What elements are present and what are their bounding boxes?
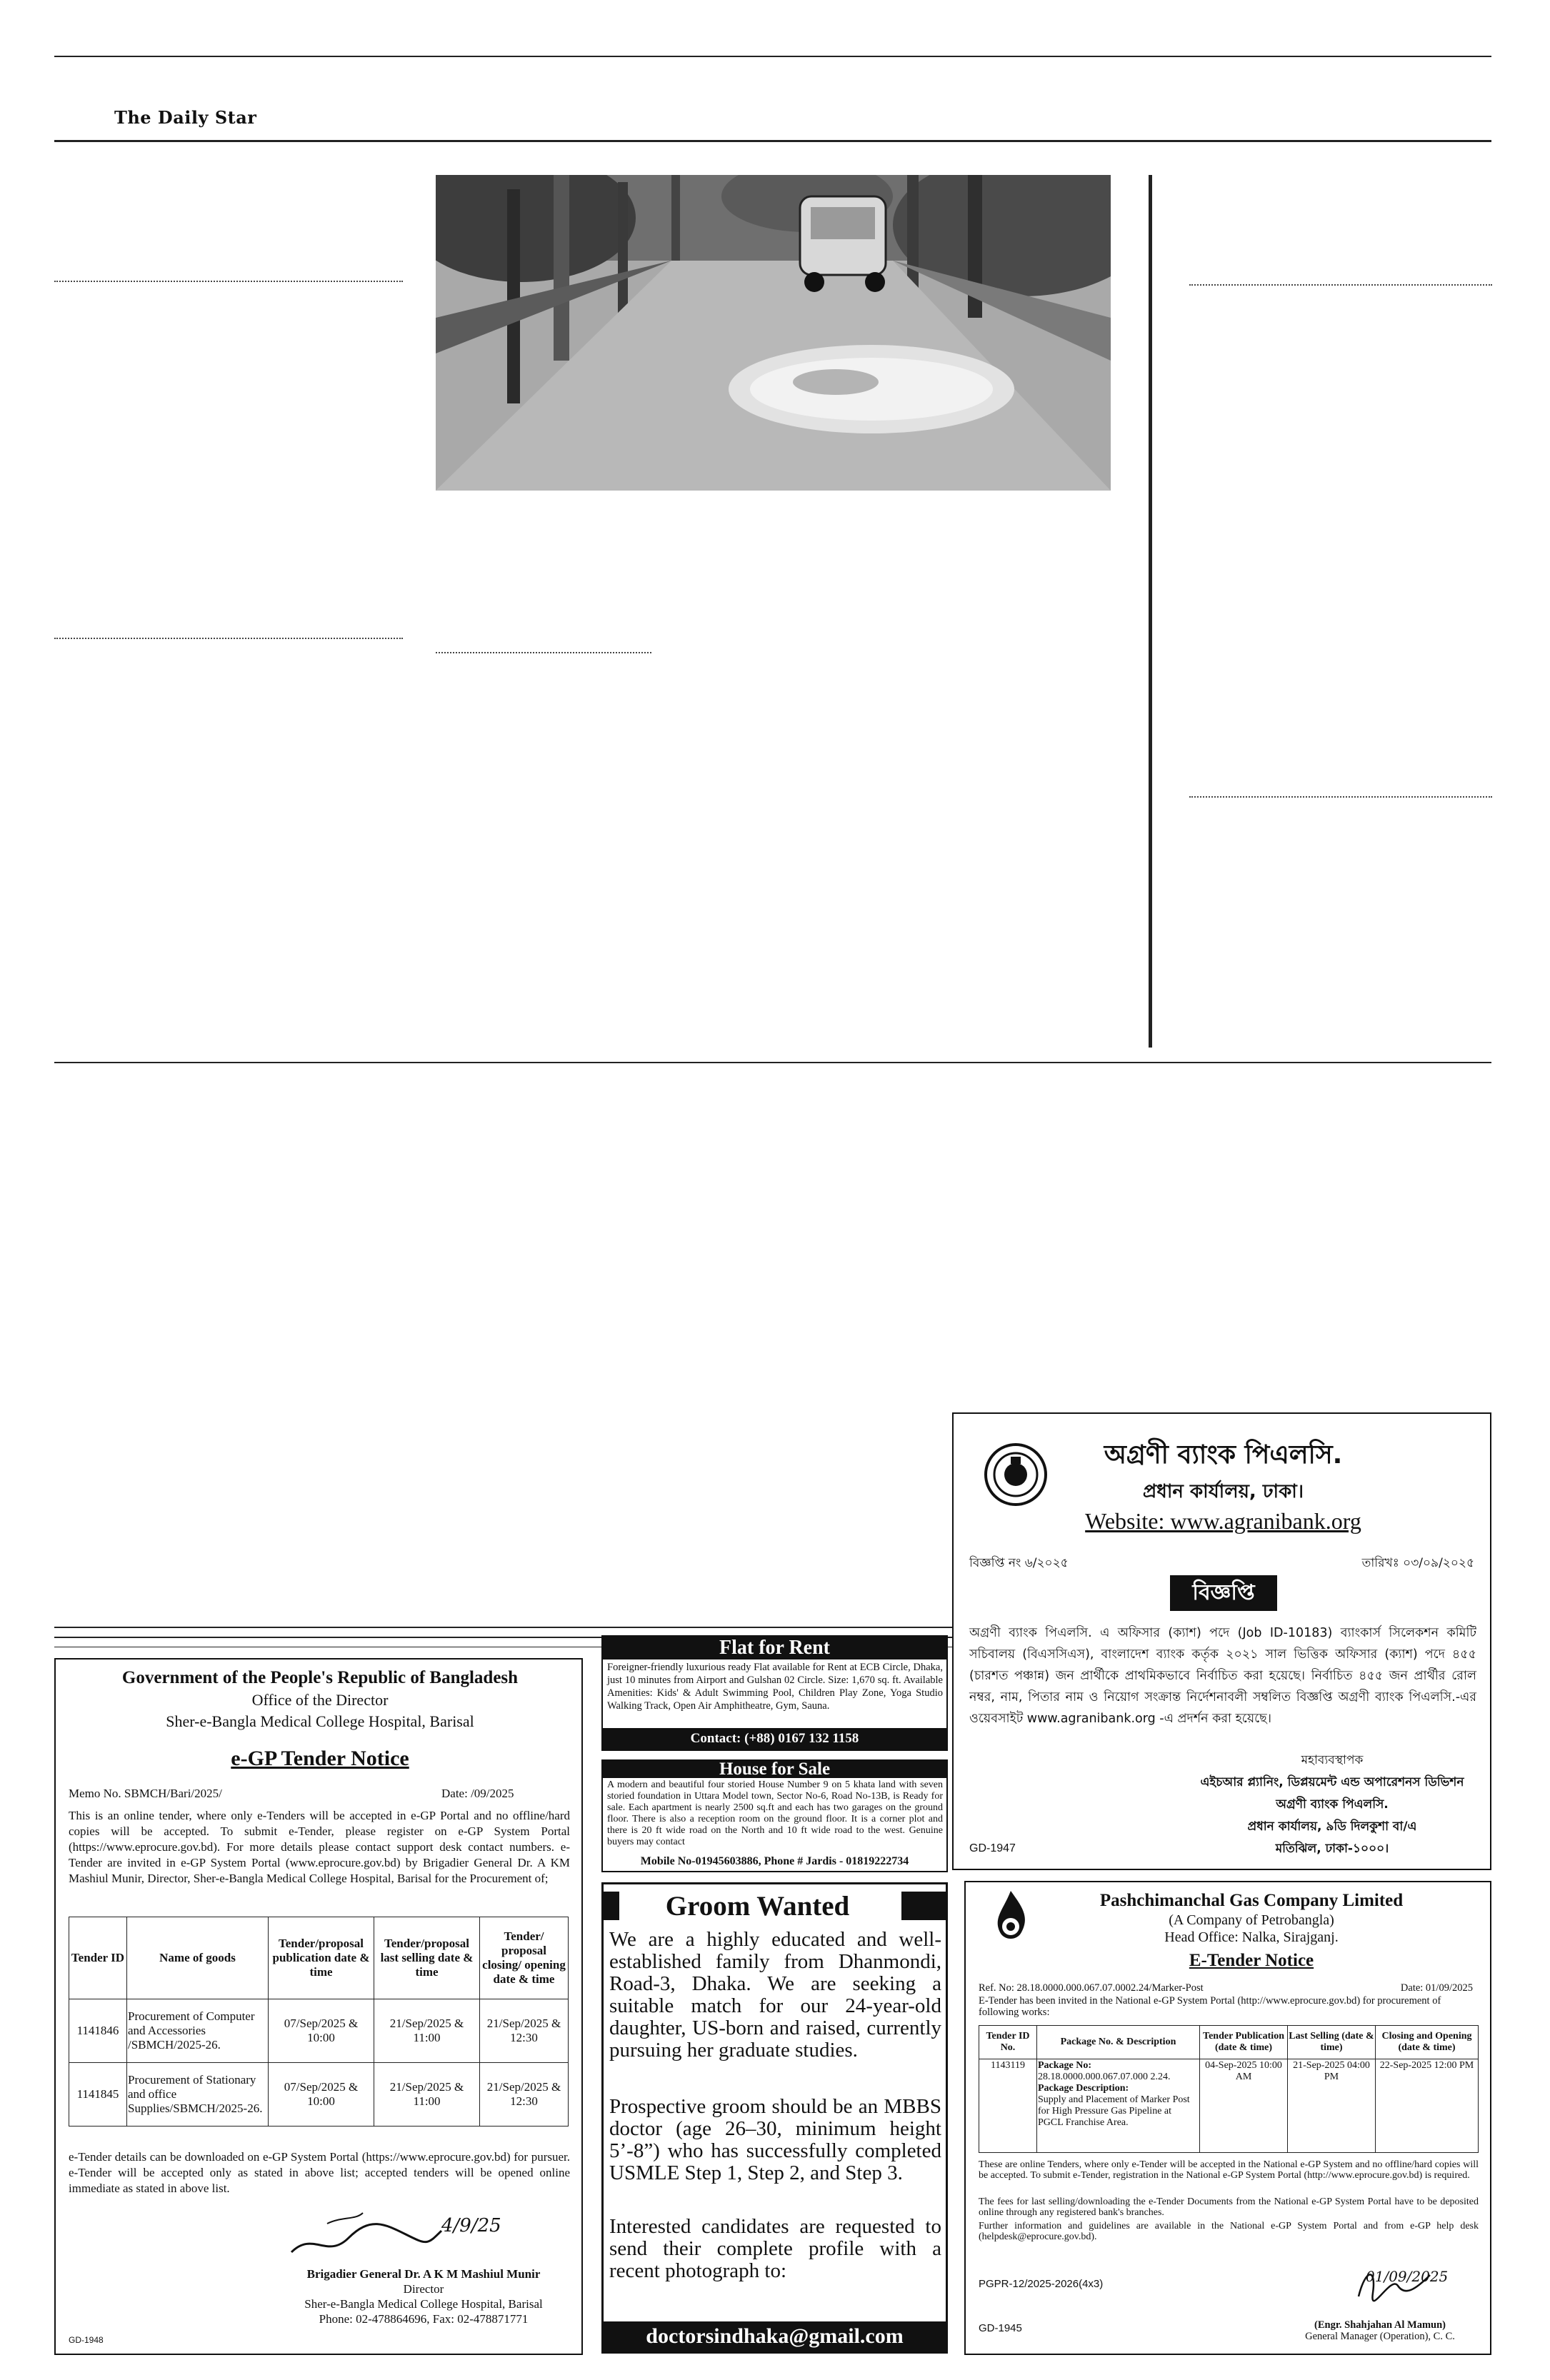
pgcl-note3: Further information and guidelines are available in the National e-GP System Portal and from e-GP help desk (helpdesk@eprocure.gov.bd).	[979, 2221, 1479, 2242]
cell-pub: 07/Sep/2025 & 10:00	[269, 1999, 374, 2063]
cell-pub: 07/Sep/2025 & 10:00	[269, 2063, 374, 2127]
pgcl-title: E-Tender Notice	[1189, 1951, 1314, 1970]
pgcl-cell-id: 1143119	[979, 2059, 1037, 2153]
sbmch-memo: Memo No. SBMCH/Bari/2025/	[69, 1787, 222, 1800]
pgcl-note2: The fees for last selling/downloading the e-Tender Documents from the National e-GP System Portal have to be deposited online through any registered bank's branches.	[979, 2196, 1479, 2218]
pgcl-sign-title: General Manager (Operation), C. C.	[1305, 2331, 1455, 2342]
sbmch-header1: Government of the People's Republic of Bangladesh	[121, 1668, 519, 1687]
cell-last: 21/Sep/2025 & 11:00	[374, 2063, 480, 2127]
pgcl-date: Date: 01/09/2025	[1400, 1982, 1473, 1994]
groom-title-bar-left	[604, 1892, 619, 1920]
pgcl-sub1: (A Company of Petrobangla)	[1169, 1912, 1334, 1928]
sbmch-sign-block	[270, 2266, 577, 2326]
cell-id: 1141846	[69, 1999, 127, 2063]
groom-paragraph-3: Interested candidates are requested to send their complete profile with a recent photograph to:	[609, 2215, 941, 2282]
masthead: The Daily Star	[114, 107, 257, 128]
cell-goods: Procurement of Computer and Accessories /SBMCH/2025-26.	[127, 1999, 269, 2063]
agrani-sign-address: মতিঝিল, ঢাকা-১০০০।	[1275, 1842, 1389, 1856]
sbmch-date: Date: /09/2025	[441, 1787, 514, 1800]
sbmch-header3: Sher-e-Bangla Medical College Hospital, Barisal	[166, 1712, 474, 1730]
sbmch-tender-table	[69, 1917, 569, 2127]
pgcl-note1: These are online Tenders, where only e-Tender will be accepted in the National e-GP System and no offline/hard copies will be accepted. To submit e-Tender, registration in the National e-GP System Portal (http://www.eprocure.gov.bd) is required.	[979, 2159, 1479, 2181]
cell-close: 21/Sep/2025 & 12:30	[480, 2063, 569, 2127]
lower-rule-1	[54, 1627, 952, 1628]
pgcl-cell-close: 22-Sep-2025 12:00 PM	[1376, 2059, 1479, 2153]
sbmch-signature-date: 4/9/25	[441, 2215, 501, 2236]
column-rule	[1149, 175, 1152, 1048]
table-row	[69, 1999, 569, 2063]
pgcl-code: GD-1945	[979, 2322, 1022, 2334]
flat-title: Flat for Rent	[603, 1637, 946, 1660]
pgcl-cell-last: 21-Sep-2025 04:00 PM	[1288, 2059, 1376, 2153]
pgcl-col-publication: Tender Publication (date & time)	[1200, 2026, 1288, 2059]
right-col-divider-2	[1189, 796, 1492, 798]
cell-close: 21/Sep/2025 & 12:30	[480, 1999, 569, 2063]
groom-title: Groom Wanted	[665, 1891, 850, 1922]
sbmch-sign-phone: Phone: 02-478864696, Fax: 02-478871771	[319, 2312, 529, 2326]
agrani-notice-heading: বিজ্ঞপ্তি	[1170, 1575, 1277, 1611]
col-name-goods: Name of goods	[127, 1917, 269, 1999]
table-row	[979, 2059, 1479, 2153]
sbmch-sign-title: Director	[403, 2282, 444, 2296]
road-photo	[436, 175, 1111, 491]
sbmch-tender-notice	[54, 1658, 583, 2355]
cell-goods: Procurement of Stationary and office Supplies/SBMCH/2025-26.	[127, 2063, 269, 2127]
center-col-divider	[436, 652, 651, 653]
groom-title-bar-right	[901, 1892, 946, 1920]
agrani-date: তারিখঃ ০৩/০৯/২০২৫	[1361, 1556, 1474, 1570]
house-for-sale-ad	[601, 1759, 948, 1872]
flat-contact: Contact: (+88) 0167 132 1158	[603, 1728, 946, 1749]
agrani-website: Website: www.agranibank.org	[1085, 1508, 1361, 1534]
agrani-office: প্রধান কার্যালয়, ঢাকা।	[1142, 1481, 1304, 1502]
pgcl-intro: E-Tender has been invited in the National e-GP System Portal (http://www.eprocure.gov.bd) for procurement of following works:	[979, 1995, 1441, 2018]
groom-wanted-ad	[601, 1882, 948, 2354]
table-header-row	[69, 1917, 569, 1999]
col-closing: Tender/ proposal closing/ opening date & time	[480, 1917, 569, 1999]
sbmch-footer: e-Tender details can be downloaded on e-GP System Portal (https://www.eprocure.gov.bd) for pursuer. e-Tender will be accepted only as stated in above list; accepted tenders will be opened online immediate as stated in above list.	[69, 2150, 570, 2195]
pgcl-signature-date: 01/09/2025	[1366, 2268, 1449, 2285]
agrani-bank-notice	[952, 1412, 1491, 1870]
table-header-row	[979, 2026, 1479, 2059]
sbmch-title: e-GP Tender Notice	[231, 1747, 409, 1770]
masthead-rule	[54, 140, 1491, 142]
cell-last: 21/Sep/2025 & 11:00	[374, 1999, 480, 2063]
pgcl-cell-pub: 04-Sep-2025 10:00 AM	[1200, 2059, 1288, 2153]
col-last-selling: Tender/proposal last selling date & time	[374, 1917, 480, 1999]
agrani-signature-block	[1189, 1749, 1475, 1860]
agrani-name: অগ্রণী ব্যাংক পিএলসি.	[1104, 1440, 1343, 1470]
pgcl-name: Pashchimanchal Gas Company Limited	[1099, 1891, 1404, 1910]
table-row	[69, 2063, 569, 2127]
mid-rule	[54, 1062, 1491, 1063]
sbmch-sign-org: Sher-e-Bangla Medical College Hospital, Barisal	[304, 2297, 543, 2311]
agrani-sign-office: প্রধান কার্যালয়, ৯ডি দিলকুশা বা/এ	[1247, 1819, 1417, 1834]
agrani-code: GD-1947	[969, 1842, 1016, 1854]
pgcl-pkg-no: 28.18.0000.000.067.07.000 2.24.	[1038, 2072, 1171, 2082]
agrani-ref: বিজ্ঞপ্তি নং ৬/২০২৫	[969, 1556, 1069, 1570]
cell-id: 1141845	[69, 2063, 127, 2127]
sbmch-code: GD-1948	[69, 2335, 104, 2345]
pgcl-tender-notice	[964, 1881, 1491, 2355]
pgcl-col-closing: Closing and Opening (date & time)	[1376, 2026, 1479, 2059]
agrani-sign-bank: অগ্রণী ব্যাংক পিএলসি.	[1276, 1797, 1389, 1812]
pgcl-sign-name: (Engr. Shahjahan Al Mamun)	[1314, 2319, 1446, 2331]
left-col-divider-2	[54, 638, 403, 639]
col-tender-id: Tender ID	[69, 1917, 127, 1999]
flat-body: Foreigner-friendly luxurious ready Flat available for Rent at ECB Circle, Dhaka, just 10 minutes from Airport and Gulshan 02 Circle. Size: 1,670 sq. ft. Available Amenities: Kids' & Adult Swimming Pool, Children Play Zone, Yoga Studio Walking Track, Open Air Amphitheatre, Gym, Sauna.	[607, 1662, 943, 1712]
pgcl-desc-label: Package Description:	[1038, 2083, 1129, 2094]
pgcl-pkg-label: Package No:	[1038, 2060, 1092, 2071]
groom-paragraph-2: Prospective groom should be an MBBS doctor (age 26–30, minimum height 5’-8”) who has successfully completed USMLE Step 1, Step 2, and Step 3.	[609, 2095, 941, 2184]
house-contact: Mobile No-01945603886, Phone # Jardis - 01819222734	[640, 1855, 909, 1867]
col-publication: Tender/proposal publication date & time	[269, 1917, 374, 1999]
pgcl-cell-package	[1037, 2059, 1200, 2153]
house-title: House for Sale	[603, 1761, 946, 1778]
pgcl-sign-block	[1273, 2319, 1487, 2342]
pgcl-pgpr: PGPR-12/2025-2026(4x3)	[979, 2278, 1104, 2290]
groom-email[interactable]: doctorsindhaka@gmail.com	[604, 2321, 946, 2351]
pgcl-sub2: Head Office: Nalka, Sirajganj.	[1164, 1929, 1339, 1945]
sbmch-sign-name: Brigadier General Dr. A K M Mashiul Munir	[306, 2267, 541, 2281]
pgcl-col-last: Last Selling (date & time)	[1288, 2026, 1376, 2059]
groom-paragraph-1: We are a highly educated and well-established family from Dhanmondi, Road-3, Dhaka. We are seeking a suitable match for our 24-year-old daughter, US-born and raised, currently pursuing her graduate studies.	[609, 1928, 941, 2062]
right-col-divider-1	[1189, 284, 1492, 286]
house-body: A modern and beautiful four storied House Number 9 on 5 khata land with seven storied foundation in Uttara Model town, Sector No-6, Road No-13B, is Ready for sale. Each apartment is nearly 2500 sq.ft and each has two garages on the ground floor. There is also a reception room on the ground floor. It is a corner plot and there is 20 ft wide road on the North and 10 ft wide road to the west. Genuine buyers may contact	[607, 1779, 943, 1847]
agrani-body: অগ্রণী ব্যাংক পিএলসি. এ অফিসার (ক্যাশ) পদে (Job ID-10183) ব্যাংকার্স সিলেকশন কমিটি সচিবালয় (বিএসসিএস), বাংলাদেশ ব্যাংক কর্তৃক ২০২১ সাল ভিত্তিক অফিসার (ক্যাশ) পদে ৪৫৫ (চারশত পঞ্চান্ন) জন প্রার্থীকে প্রাথমিকভাবে নির্বাচিত করা হয়েছে। নির্বাচিত ৪৫৫ জন প্রার্থীর রোল নম্বর, নাম, পিতার নাম ও নিয়োগ সংক্রান্ত নির্দেশনাবলী সম্বলিত বিজ্ঞপ্তি অগ্রণী ব্যাংক পিএলসি.-এর ওয়েবসাইট www.agranibank.org -এ প্রদর্শন করা হয়েছে।	[969, 1626, 1476, 1726]
sbmch-body: This is an online tender, where only e-Tenders will be accepted in e-GP Portal and no offline/hard copies will be accepted. To submit e-Tender, please register on e-GP System Portal (https://www.eprocure.gov.bd). For more details please contact support desk contact numbers. e-Tender are invited in e-GP System Portal (www.eprocure.gov.bd) by Brigadier General Dr. A KM Mashiul Munir, Director, Sher-e-Bangla Medical College Hospital, Barisal for the Procurement of;	[69, 1809, 570, 1885]
road-photo-image	[436, 175, 1111, 491]
sbmch-header2: Office of the Director	[251, 1691, 389, 1709]
pgcl-ref: Ref. No: 28.18.0000.000.067.07.0002.24/Marker-Post	[979, 1982, 1204, 1994]
agrani-sign-division: এইচআর প্ল্যানিং, ডিপ্লয়মেন্ট এন্ড অপারেশনস ডিভিশন	[1200, 1775, 1464, 1789]
flat-for-rent-ad	[601, 1635, 948, 1751]
top-rule	[54, 56, 1491, 57]
pgcl-col-package: Package No. & Description	[1037, 2026, 1200, 2059]
pgcl-desc: Supply and Placement of Marker Post for High Pressure Gas Pipeline at PGCL Franchise Area.	[1038, 2094, 1190, 2128]
sbmch-signature	[284, 2202, 449, 2266]
agrani-sign-title: মহাব্যবস্থাপক	[1301, 1753, 1364, 1767]
pgcl-col-id: Tender ID No.	[979, 2026, 1037, 2059]
pgcl-tender-table	[979, 2025, 1479, 2153]
left-col-divider-1	[54, 281, 403, 282]
